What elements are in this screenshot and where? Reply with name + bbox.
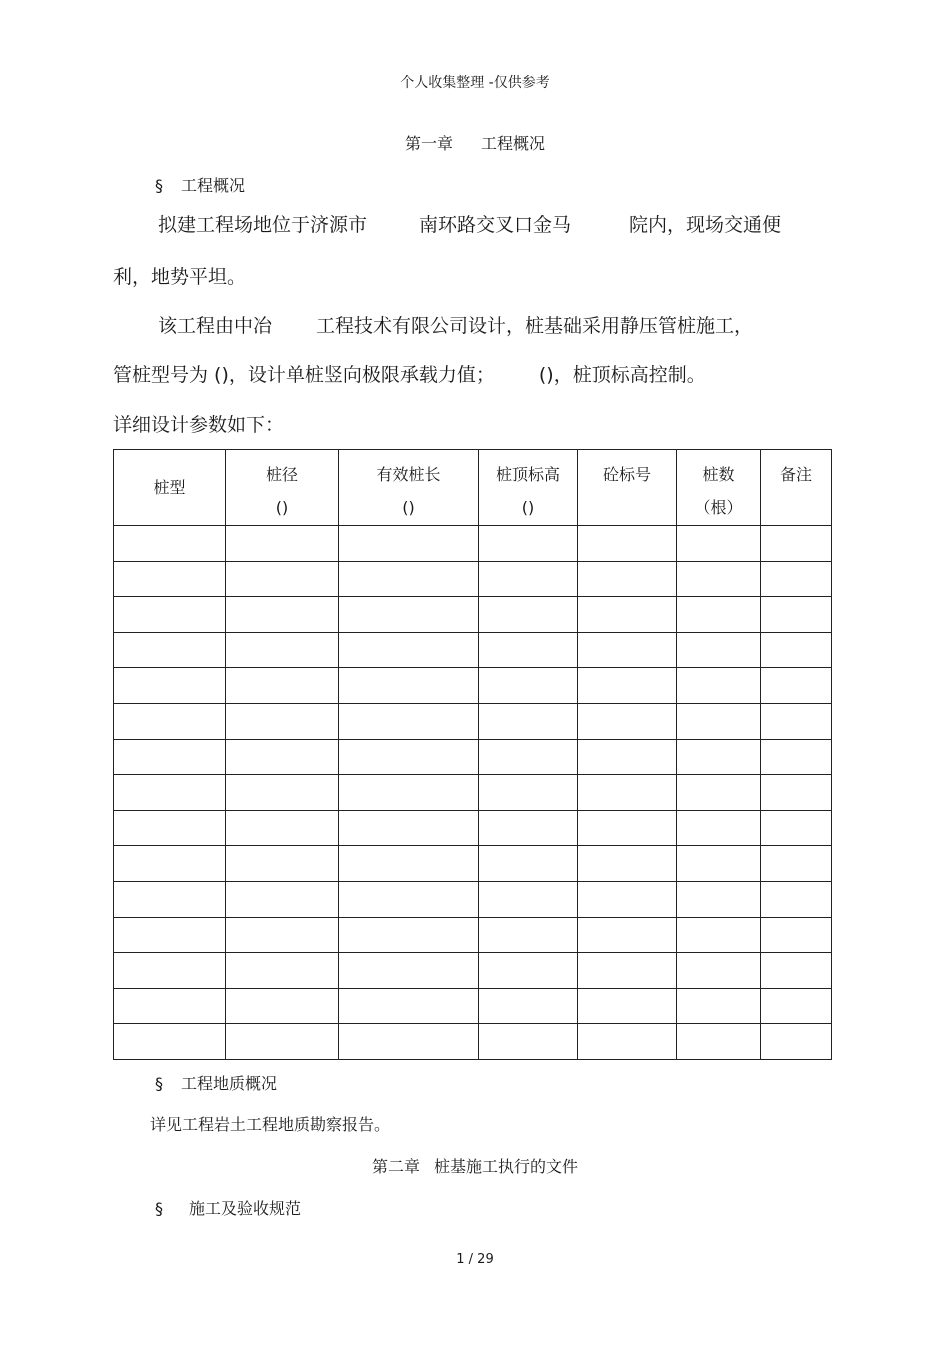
table-cell — [114, 561, 226, 597]
table-cell — [677, 846, 761, 882]
header-cell-pile-diameter: 桩径 () — [226, 450, 339, 526]
table-cell — [114, 953, 226, 989]
chapter-1-heading — [0, 131, 950, 154]
table-cell — [761, 953, 832, 989]
table-cell — [578, 739, 677, 775]
paragraph-text: 管桩型号为 ()，设计单桩竖向极限承载力值； — [113, 364, 495, 386]
table-row — [114, 1024, 832, 1060]
geology-paragraph: 详见工程岩土工程地质勘察报告。 — [150, 1115, 391, 1134]
table-cell — [761, 917, 832, 953]
table-cell — [114, 739, 226, 775]
table-cell — [339, 917, 479, 953]
section-title: 施工及验收规范 — [189, 1199, 302, 1218]
table-cell — [761, 1024, 832, 1060]
paragraph-site-location — [158, 210, 781, 237]
chapter-2-heading — [0, 1154, 950, 1177]
paragraph-text: 工程技术有限公司设计，桩基础采用静压管桩施工， — [316, 315, 754, 337]
table-cell — [479, 739, 578, 775]
table-cell — [479, 988, 578, 1024]
table-cell — [578, 526, 677, 562]
paragraph-params-intro: 详细设计参数如下： — [113, 414, 285, 436]
table-cell — [479, 597, 578, 633]
table-cell — [114, 1024, 226, 1060]
table-cell — [114, 632, 226, 668]
table-header-row — [114, 450, 832, 526]
table-cell — [339, 846, 479, 882]
table-row — [114, 846, 832, 882]
section-specifications — [155, 1196, 301, 1219]
table-cell — [114, 846, 226, 882]
table-cell — [761, 526, 832, 562]
table-cell — [677, 1024, 761, 1060]
table-row — [114, 632, 832, 668]
table-cell — [479, 810, 578, 846]
section-mark: § — [155, 1199, 163, 1218]
paragraph-text: 院内，现场交通便 — [629, 214, 782, 236]
header-cell-pile-count: 桩数 （根） — [677, 450, 761, 526]
table-row — [114, 810, 832, 846]
table-cell — [339, 881, 479, 917]
table-cell — [226, 526, 339, 562]
table-row — [114, 739, 832, 775]
table-cell — [677, 561, 761, 597]
table-row — [114, 597, 832, 633]
table-cell — [114, 703, 226, 739]
table-cell — [226, 917, 339, 953]
table-cell — [578, 846, 677, 882]
table-cell — [578, 668, 677, 704]
paragraph-site-location-cont: 利，地势平坦。 — [113, 266, 247, 288]
table-cell — [114, 668, 226, 704]
table-cell — [761, 561, 832, 597]
table-cell — [226, 668, 339, 704]
header-cell-effective-length: 有效桩长 () — [339, 450, 479, 526]
table-cell — [479, 881, 578, 917]
table-row — [114, 668, 832, 704]
table-cell — [677, 917, 761, 953]
table-row — [114, 526, 832, 562]
design-parameters-table — [113, 449, 832, 1060]
table-row — [114, 988, 832, 1024]
table-cell — [761, 881, 832, 917]
table-cell — [114, 810, 226, 846]
table-cell — [578, 917, 677, 953]
section-mark: § — [155, 1074, 163, 1093]
table-cell — [578, 561, 677, 597]
chapter-1-title: 工程概况 — [481, 134, 546, 153]
table-cell — [479, 1024, 578, 1060]
table-cell — [578, 881, 677, 917]
table-cell — [677, 703, 761, 739]
table-cell — [226, 632, 339, 668]
table-cell — [339, 775, 479, 811]
table-cell — [114, 775, 226, 811]
table-cell — [761, 846, 832, 882]
table-cell — [677, 988, 761, 1024]
table-cell — [479, 703, 578, 739]
table-cell — [677, 881, 761, 917]
table-cell — [479, 632, 578, 668]
table-cell — [761, 988, 832, 1024]
table-cell — [578, 988, 677, 1024]
table-cell — [479, 668, 578, 704]
table-cell — [677, 775, 761, 811]
table-cell — [479, 917, 578, 953]
table-cell — [677, 632, 761, 668]
table-cell — [479, 561, 578, 597]
header-cell-concrete-grade: 砼标号 — [578, 450, 677, 526]
table-cell — [677, 597, 761, 633]
table-cell — [578, 632, 677, 668]
table-cell — [226, 597, 339, 633]
table-cell — [339, 597, 479, 633]
table-cell — [339, 668, 479, 704]
table-cell — [479, 953, 578, 989]
table-cell — [578, 703, 677, 739]
table-cell — [114, 881, 226, 917]
table-cell — [761, 632, 832, 668]
table-cell — [479, 846, 578, 882]
table-cell — [226, 775, 339, 811]
paragraph-pile-model — [113, 360, 706, 387]
table-cell — [226, 988, 339, 1024]
table-cell — [226, 739, 339, 775]
table-cell — [761, 775, 832, 811]
table-cell — [761, 597, 832, 633]
paragraph-text: 拟建工程场地位于济源市 — [158, 214, 368, 236]
table-cell — [114, 988, 226, 1024]
paragraph-text: 该工程由中冶 — [158, 315, 273, 337]
table-cell — [677, 810, 761, 846]
table-cell — [339, 810, 479, 846]
table-cell — [226, 1024, 339, 1060]
table-cell — [226, 810, 339, 846]
section-project-overview — [155, 173, 245, 196]
table-cell — [677, 739, 761, 775]
table-row — [114, 775, 832, 811]
table-cell — [578, 1024, 677, 1060]
chapter-2-number: 第二章 — [371, 1157, 420, 1176]
section-geology — [155, 1071, 277, 1094]
table-cell — [479, 526, 578, 562]
table-row — [114, 561, 832, 597]
table-cell — [677, 668, 761, 704]
table-cell — [578, 810, 677, 846]
table-cell — [339, 561, 479, 597]
page-number: 1 / 29 — [456, 1252, 494, 1267]
table-row — [114, 881, 832, 917]
table-cell — [339, 1024, 479, 1060]
table-cell — [578, 597, 677, 633]
table-cell — [226, 561, 339, 597]
header-cell-remarks: 备注 — [761, 450, 832, 526]
table-cell — [226, 703, 339, 739]
table-cell — [677, 953, 761, 989]
section-mark: § — [155, 176, 163, 195]
table-cell — [114, 917, 226, 953]
chapter-1-number: 第一章 — [404, 134, 453, 153]
table-cell — [677, 526, 761, 562]
table-row — [114, 953, 832, 989]
paragraph-text: ()，桩顶标高控制。 — [538, 364, 706, 386]
table-cell — [114, 526, 226, 562]
section-title: 工程地质概况 — [181, 1074, 278, 1093]
table-cell — [578, 775, 677, 811]
table-cell — [578, 953, 677, 989]
table-cell — [114, 597, 226, 633]
table-cell — [339, 703, 479, 739]
header-cell-top-elevation: 桩顶标高 () — [479, 450, 578, 526]
table-cell — [339, 739, 479, 775]
table-cell — [479, 775, 578, 811]
chapter-2-title: 桩基施工执行的文件 — [434, 1157, 579, 1176]
table-cell — [339, 988, 479, 1024]
page-header: 个人收集整理 -仅供参考 — [400, 75, 550, 91]
table-cell — [339, 632, 479, 668]
table-cell — [339, 526, 479, 562]
header-cell-pile-type: 桩型 — [114, 450, 226, 526]
table-row — [114, 917, 832, 953]
table-cell — [761, 668, 832, 704]
table-cell — [226, 953, 339, 989]
table-cell — [226, 846, 339, 882]
table-row — [114, 703, 832, 739]
table-cell — [761, 739, 832, 775]
paragraph-text: 南环路交叉口金马 — [419, 214, 572, 236]
section-title: 工程概况 — [181, 176, 246, 195]
table-cell — [226, 881, 339, 917]
paragraph-design — [158, 311, 753, 338]
table-cell — [339, 953, 479, 989]
table-cell — [761, 703, 832, 739]
table-cell — [761, 810, 832, 846]
